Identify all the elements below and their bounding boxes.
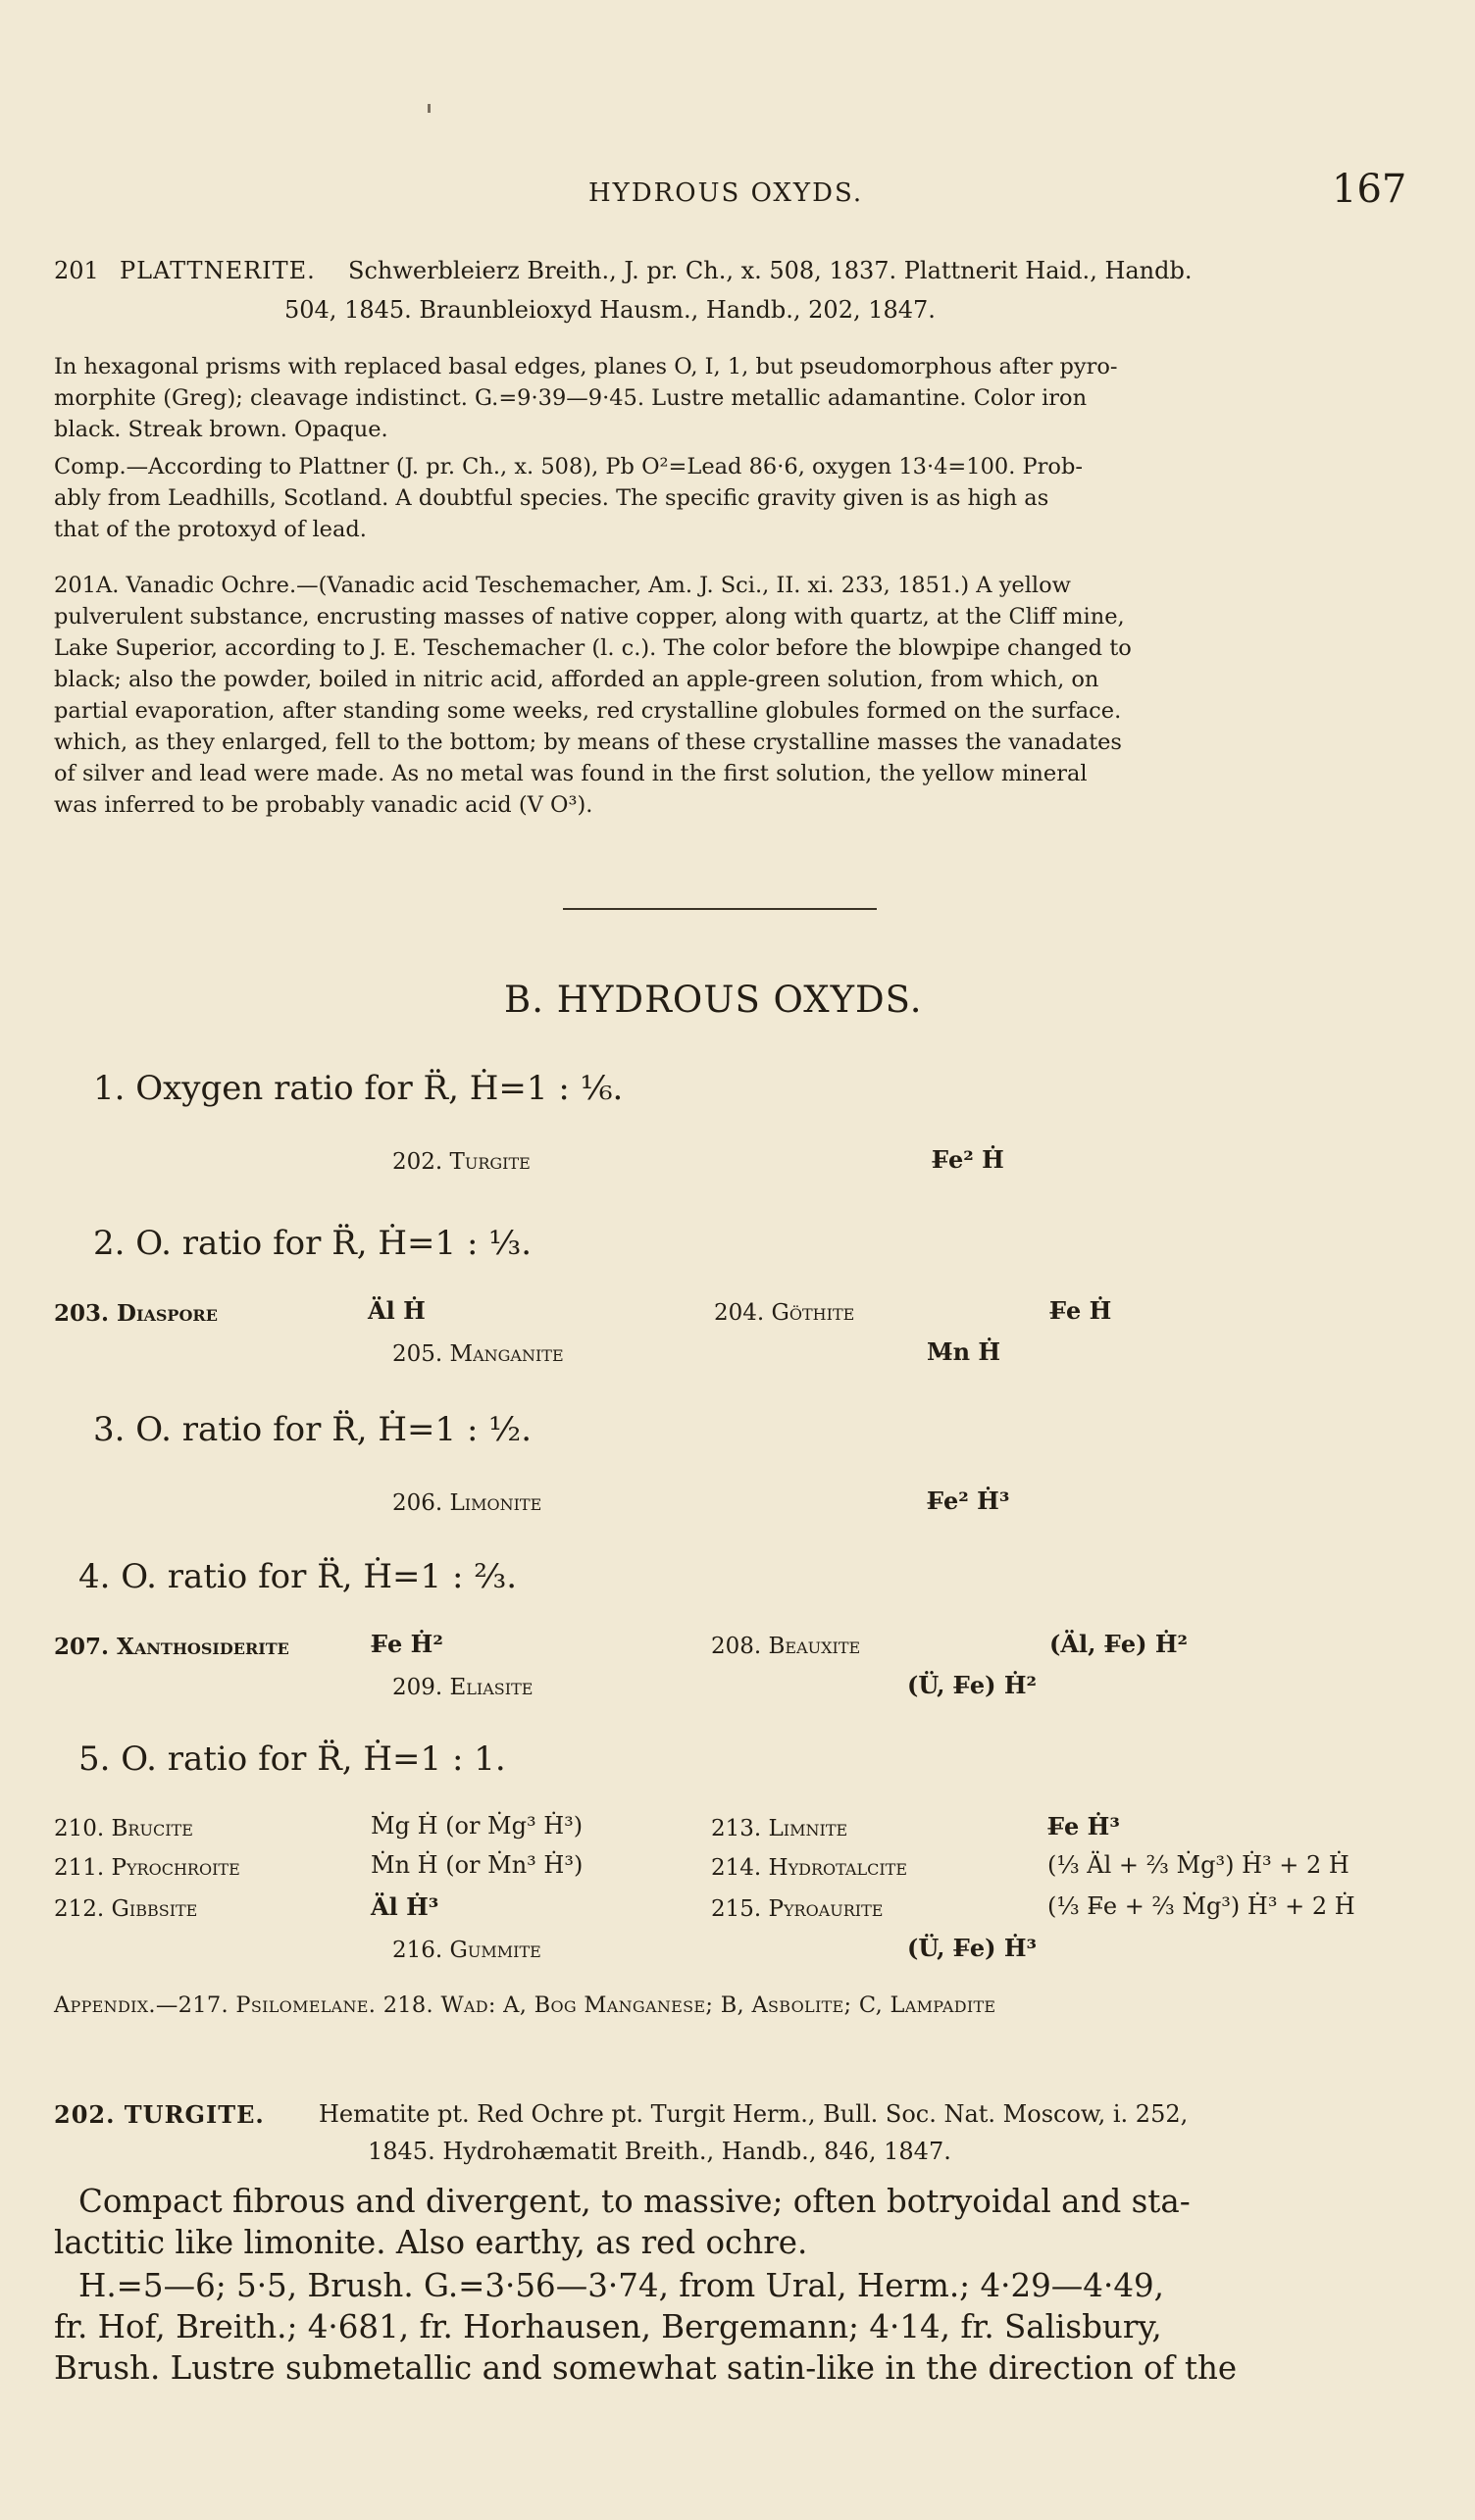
mineral-formula: F̶e Ḣ [1049, 1296, 1112, 1325]
oxygen-ratio-heading: 4. O. ratio for R̈, Ḣ=1 : ⅔. [78, 1557, 518, 1596]
mineral-entry: 204. Göthite [714, 1300, 855, 1326]
entry-number: 201 [54, 257, 99, 284]
mineral-entry: 209. Eliasite [392, 1675, 534, 1700]
section-title: B. HYDROUS OXYDS. [504, 979, 923, 1021]
text-line: morphite (Greg); cleavage indistinct. G.=9·39—9·45. Lustre metallic adamantine. Color iron [54, 385, 1088, 411]
vanadic-line: partial evaporation, after standing some weeks, red crystalline globules formed on the surface. [54, 698, 1122, 724]
page-number: 167 [1332, 167, 1407, 212]
composition-line: ably from Leadhills, Scotland. A doubtful species. The specific gravity given is as high as [54, 485, 1049, 511]
mineral-formula: M̶n Ḣ [927, 1337, 1001, 1366]
body-line: H.=5—6; 5·5, Brush. G.=3·56—3·74, from Ural, Herm.; 4·29—4·49, [78, 2267, 1164, 2304]
body-line: fr. Hof, Breith.; 4·681, fr. Horhausen, Bergemann; 4·14, fr. Salisbury, [54, 2308, 1162, 2345]
mineral-entry: 213. Limnite [711, 1816, 848, 1841]
mineral-formula: (⅓ Äl + ⅔ Ṁg³) Ḣ³ + 2 Ḣ [1047, 1851, 1349, 1879]
oxygen-ratio-heading: 1. Oxygen ratio for R̈, Ḣ=1 : ⅙. [93, 1069, 624, 1108]
vanadic-line: which, as they enlarged, fell to the bottom; by means of these crystalline masses the vanadates [54, 730, 1122, 755]
synonymy-line: 504, 1845. Braunbleioxyd Hausm., Handb., 202, 1847. [284, 296, 936, 324]
mineral-formula: F̶e Ḣ³ [1047, 1812, 1120, 1840]
vanadic-line: black; also the powder, boiled in nitric acid, afforded an apple-green solution, from which, on [54, 667, 1099, 692]
vanadic-line: Lake Superior, according to J. E. Teschemacher (l. c.). The color before the blowpipe changed to [54, 635, 1132, 661]
text-line: black. Streak brown. Opaque. [54, 417, 388, 442]
mineral-formula: F̶e² Ḣ [932, 1145, 1004, 1174]
mineral-entry: 215. Pyroaurite [711, 1896, 884, 1922]
mineral-entry: 207. Xanthosiderite [54, 1634, 289, 1660]
species-name: 202. TURGITE. [54, 2100, 265, 2129]
mineral-formula: F̶e Ḣ² [371, 1630, 443, 1658]
mineral-formula: Ṁn Ḣ (or Ṁn³ Ḣ³) [371, 1851, 584, 1879]
mineral-entry: 205. Manganite [392, 1341, 564, 1367]
mineral-formula: Äl Ḣ [368, 1296, 426, 1325]
mineral-formula: F̶e² Ḣ³ [927, 1487, 1010, 1515]
page-speck [428, 104, 431, 113]
oxygen-ratio-heading: 5. O. ratio for R̈, Ḣ=1 : 1. [78, 1739, 506, 1779]
mineral-entry: 216. Gummite [392, 1938, 541, 1963]
vanadic-line: 201A. Vanadic Ochre.—(Vanadic acid Teschemacher, Am. J. Sci., II. xi. 233, 1851.) A yellow [54, 573, 1071, 598]
running-header: HYDROUS OXYDS. [588, 178, 864, 208]
synonymy-line: Hematite pt. Red Ochre pt. Turgit Herm., Bull. Soc. Nat. Moscow, i. 252, [319, 2100, 1189, 2128]
mineral-formula: Äl Ḣ³ [371, 1892, 439, 1921]
body-line: Compact fibrous and divergent, to massive; often botryoidal and sta- [78, 2183, 1191, 2220]
mineral-entry: 202. Turgite [392, 1149, 531, 1175]
text-line: In hexagonal prisms with replaced basal edges, planes O, I, 1, but pseudomorphous after pyro- [54, 354, 1118, 379]
mineral-formula: (⅓ F̶e + ⅔ Ṁg³) Ḣ³ + 2 Ḣ [1047, 1892, 1355, 1920]
synonymy-line: 1845. Hydrohæmatit Breith., Handb., 846, 1847. [368, 2138, 951, 2165]
composition-line: Comp.—According to Plattner (J. pr. Ch., x. 508), Pb O²=Lead 86·6, oxygen 13·4=100. Prob- [54, 454, 1083, 479]
vanadic-line: was inferred to be probably vanadic acid (V O³). [54, 792, 593, 818]
section-rule [563, 908, 877, 910]
vanadic-line: pulverulent substance, encrusting masses of native copper, along with quartz, at the Cliff mine, [54, 604, 1125, 630]
synonymy-line: Schwerbleierz Breith., J. pr. Ch., x. 508, 1837. Plattnerit Haid., Handb. [348, 257, 1193, 284]
body-line: lactitic like limonite. Also earthy, as red ochre. [54, 2224, 808, 2261]
mineral-formula: (Äl, F̶e) Ḣ² [1049, 1630, 1189, 1658]
mineral-formula: (Ü, F̶e) Ḣ³ [907, 1934, 1037, 1962]
species-name: PLATTNERITE. [120, 257, 316, 284]
composition-line: that of the protoxyd of lead. [54, 517, 367, 542]
body-line: Brush. Lustre submetallic and somewhat satin-like in the direction of the [54, 2349, 1238, 2387]
mineral-entry: 208. Beauxite [711, 1634, 861, 1659]
mineral-entry: 210. Brucite [54, 1816, 193, 1841]
oxygen-ratio-heading: 3. O. ratio for R̈, Ḣ=1 : ½. [93, 1410, 533, 1449]
vanadic-line: of silver and lead were made. As no metal was found in the first solution, the yellow mineral [54, 761, 1088, 786]
mineral-entry: 212. Gibbsite [54, 1896, 198, 1922]
appendix-line: Appendix.—217. Psilomelane. 218. Wad: A, Bog Manganese; B, Asbolite; C, Lampadite [54, 1992, 996, 2018]
mineral-entry: 211. Pyrochroite [54, 1855, 240, 1881]
mineral-formula: Ṁg Ḣ (or Ṁg³ Ḣ³) [371, 1812, 584, 1840]
oxygen-ratio-heading: 2. O. ratio for R̈, Ḣ=1 : ⅓. [93, 1224, 533, 1263]
mineral-entry: 214. Hydrotalcite [711, 1855, 908, 1881]
mineral-formula: (Ü, F̶e) Ḣ² [907, 1671, 1037, 1699]
mineral-entry: 203. Diaspore [54, 1300, 218, 1327]
mineral-entry: 206. Limonite [392, 1490, 542, 1516]
